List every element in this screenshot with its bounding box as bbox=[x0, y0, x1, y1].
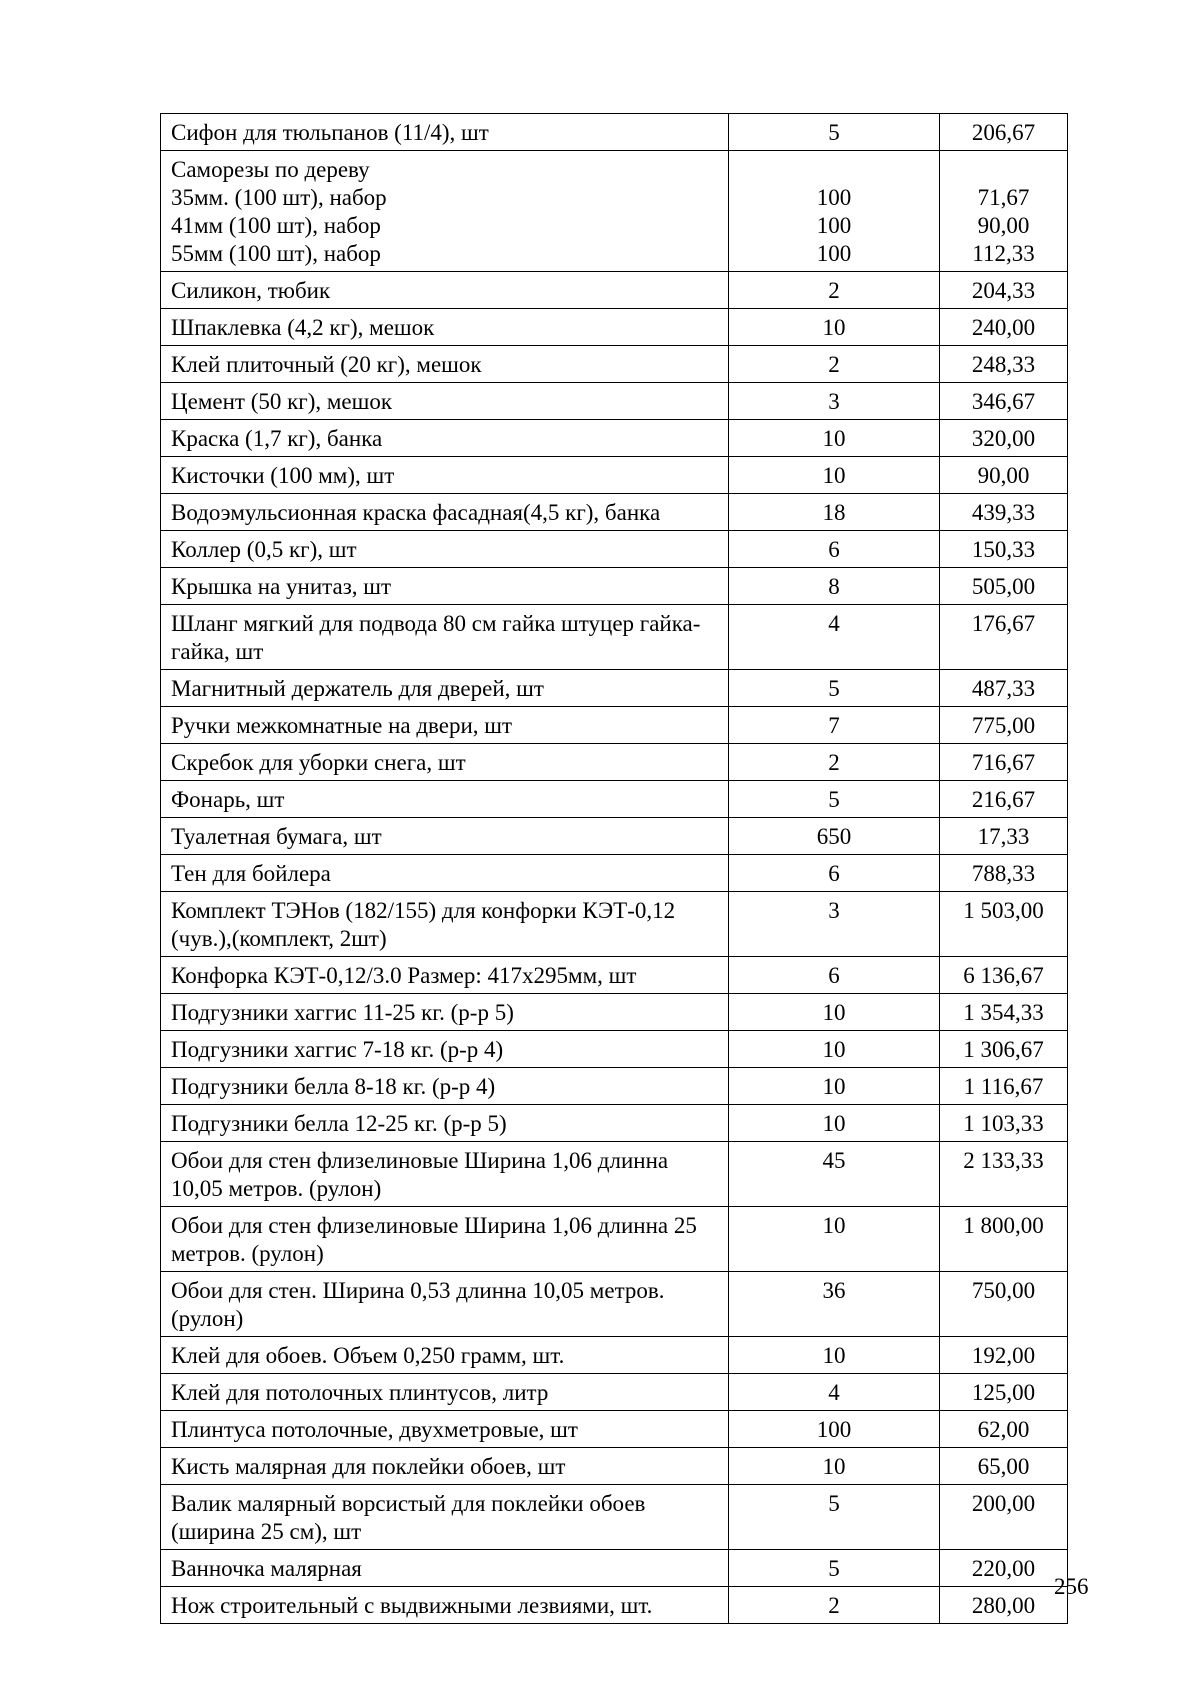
page-number: 256 bbox=[1054, 1574, 1089, 1599]
price-cell: 220,00 bbox=[940, 1550, 1068, 1587]
table-row bbox=[161, 1031, 1068, 1068]
quantity-cell: 6 bbox=[729, 531, 940, 568]
quantity-cell: 10 bbox=[729, 420, 940, 457]
price-cell: 204,33 bbox=[940, 272, 1068, 309]
table-row bbox=[161, 383, 1068, 420]
quantity-cell: 4 bbox=[729, 1374, 940, 1411]
price-cell: 216,67 bbox=[940, 781, 1068, 818]
price-cell: 1 306,67 bbox=[940, 1031, 1068, 1068]
quantity-cell: 4 bbox=[729, 605, 940, 670]
price-cell: 2 133,33 bbox=[940, 1142, 1068, 1207]
price-cell: 176,67 bbox=[940, 605, 1068, 670]
table-row bbox=[161, 114, 1068, 151]
table-row bbox=[161, 1142, 1068, 1207]
price-cell: 788,33 bbox=[940, 855, 1068, 892]
table-row bbox=[161, 420, 1068, 457]
table-row bbox=[161, 855, 1068, 892]
table-row bbox=[161, 457, 1068, 494]
item-name-cell: Валик малярный ворсистый для поклейки обоев (ширина 25 см), шт bbox=[161, 1485, 729, 1550]
item-name-cell: Сифон для тюльпанов (11/4), шт bbox=[161, 114, 729, 151]
table-row bbox=[161, 1485, 1068, 1550]
quantity-cell: 100 100 100 bbox=[729, 151, 940, 272]
price-cell: 206,67 bbox=[940, 114, 1068, 151]
quantity-cell: 36 bbox=[729, 1272, 940, 1337]
item-name-cell: Туалетная бумага, шт bbox=[161, 818, 729, 855]
price-cell: 65,00 bbox=[940, 1448, 1068, 1485]
price-cell: 750,00 bbox=[940, 1272, 1068, 1337]
quantity-cell: 10 bbox=[729, 457, 940, 494]
quantity-cell: 45 bbox=[729, 1142, 940, 1207]
table-row bbox=[161, 670, 1068, 707]
table-row bbox=[161, 568, 1068, 605]
table-row bbox=[161, 272, 1068, 309]
item-name-cell: Клей для потолочных плинтусов, литр bbox=[161, 1374, 729, 1411]
table-row bbox=[161, 151, 1068, 272]
quantity-cell: 10 bbox=[729, 1068, 940, 1105]
item-name-cell: Обои для стен флизелиновые Ширина 1,06 длинна 25 метров. (рулон) bbox=[161, 1207, 729, 1272]
table-row bbox=[161, 892, 1068, 957]
quantity-cell: 18 bbox=[729, 494, 940, 531]
price-cell: 240,00 bbox=[940, 309, 1068, 346]
table-row bbox=[161, 744, 1068, 781]
quantity-cell: 2 bbox=[729, 744, 940, 781]
quantity-cell: 10 bbox=[729, 1207, 940, 1272]
item-name-cell: Цемент (50 кг), мешок bbox=[161, 383, 729, 420]
quantity-cell: 6 bbox=[729, 855, 940, 892]
quantity-cell: 650 bbox=[729, 818, 940, 855]
item-name-cell: Подгузники белла 12-25 кг. (р-р 5) bbox=[161, 1105, 729, 1142]
item-name-cell: Подгузники хаггис 7-18 кг. (р-р 4) bbox=[161, 1031, 729, 1068]
price-cell: 1 354,33 bbox=[940, 994, 1068, 1031]
item-name-cell: Саморезы по дереву 35мм. (100 шт), набор 41мм (100 шт), набор 55мм (100 шт), набор bbox=[161, 151, 729, 272]
table-row bbox=[161, 1068, 1068, 1105]
table-row bbox=[161, 1411, 1068, 1448]
item-name-cell: Обои для стен. Ширина 0,53 длинна 10,05 метров. (рулон) bbox=[161, 1272, 729, 1337]
item-name-cell: Конфорка КЭТ-0,12/3.0 Размер: 417х295мм, шт bbox=[161, 957, 729, 994]
quantity-cell: 6 bbox=[729, 957, 940, 994]
table-row bbox=[161, 994, 1068, 1031]
price-cell: 192,00 bbox=[940, 1337, 1068, 1374]
quantity-cell: 10 bbox=[729, 1105, 940, 1142]
item-name-cell: Краска (1,7 кг), банка bbox=[161, 420, 729, 457]
quantity-cell: 2 bbox=[729, 1587, 940, 1624]
quantity-cell: 5 bbox=[729, 1550, 940, 1587]
table-row bbox=[161, 531, 1068, 568]
quantity-cell: 8 bbox=[729, 568, 940, 605]
quantity-cell: 10 bbox=[729, 1337, 940, 1374]
price-cell: 150,33 bbox=[940, 531, 1068, 568]
item-name-cell: Обои для стен флизелиновые Ширина 1,06 длинна 10,05 метров. (рулон) bbox=[161, 1142, 729, 1207]
table-row bbox=[161, 1550, 1068, 1587]
item-name-cell: Плинтуса потолочные, двухметровые, шт bbox=[161, 1411, 729, 1448]
quantity-cell: 2 bbox=[729, 346, 940, 383]
price-cell: 439,33 bbox=[940, 494, 1068, 531]
quantity-cell: 2 bbox=[729, 272, 940, 309]
item-name-cell: Тен для бойлера bbox=[161, 855, 729, 892]
price-cell: 1 116,67 bbox=[940, 1068, 1068, 1105]
table-row bbox=[161, 309, 1068, 346]
table-row bbox=[161, 1272, 1068, 1337]
price-cell: 487,33 bbox=[940, 670, 1068, 707]
items-table bbox=[160, 113, 1068, 1624]
item-name-cell: Ручки межкомнатные на двери, шт bbox=[161, 707, 729, 744]
price-cell: 6 136,67 bbox=[940, 957, 1068, 994]
price-cell: 1 503,00 bbox=[940, 892, 1068, 957]
item-name-cell: Шланг мягкий для подвода 80 см гайка штуцер гайка-гайка, шт bbox=[161, 605, 729, 670]
quantity-cell: 100 bbox=[729, 1411, 940, 1448]
table-row bbox=[161, 707, 1068, 744]
price-cell: 248,33 bbox=[940, 346, 1068, 383]
item-name-cell: Клей плиточный (20 кг), мешок bbox=[161, 346, 729, 383]
table-row bbox=[161, 781, 1068, 818]
price-cell: 62,00 bbox=[940, 1411, 1068, 1448]
price-cell: 125,00 bbox=[940, 1374, 1068, 1411]
item-name-cell: Магнитный держатель для дверей, шт bbox=[161, 670, 729, 707]
item-name-cell: Кисточки (100 мм), шт bbox=[161, 457, 729, 494]
item-name-cell: Коллер (0,5 кг), шт bbox=[161, 531, 729, 568]
item-name-cell: Кисть малярная для поклейки обоев, шт bbox=[161, 1448, 729, 1485]
item-name-cell: Комплект ТЭНов (182/155) для конфорки КЭТ-0,12 (чув.),(комплект, 2шт) bbox=[161, 892, 729, 957]
table-row bbox=[161, 605, 1068, 670]
table-row bbox=[161, 494, 1068, 531]
table-row bbox=[161, 1337, 1068, 1374]
quantity-cell: 5 bbox=[729, 781, 940, 818]
quantity-cell: 10 bbox=[729, 1031, 940, 1068]
table-row bbox=[161, 957, 1068, 994]
item-name-cell: Силикон, тюбик bbox=[161, 272, 729, 309]
item-name-cell: Фонарь, шт bbox=[161, 781, 729, 818]
item-name-cell: Ванночка малярная bbox=[161, 1550, 729, 1587]
item-name-cell: Скребок для уборки снега, шт bbox=[161, 744, 729, 781]
price-cell: 1 103,33 bbox=[940, 1105, 1068, 1142]
table-row bbox=[161, 1105, 1068, 1142]
item-name-cell: Крышка на унитаз, шт bbox=[161, 568, 729, 605]
item-name-cell: Шпаклевка (4,2 кг), мешок bbox=[161, 309, 729, 346]
item-name-cell: Нож строительный с выдвижными лезвиями, шт. bbox=[161, 1587, 729, 1624]
item-name-cell: Подгузники хаггис 11-25 кг. (р-р 5) bbox=[161, 994, 729, 1031]
quantity-cell: 7 bbox=[729, 707, 940, 744]
price-cell: 775,00 bbox=[940, 707, 1068, 744]
quantity-cell: 5 bbox=[729, 114, 940, 151]
quantity-cell: 10 bbox=[729, 1448, 940, 1485]
quantity-cell: 3 bbox=[729, 383, 940, 420]
table-row bbox=[161, 346, 1068, 383]
quantity-cell: 5 bbox=[729, 1485, 940, 1550]
quantity-cell: 3 bbox=[729, 892, 940, 957]
table-row bbox=[161, 1374, 1068, 1411]
price-cell: 320,00 bbox=[940, 420, 1068, 457]
table-row bbox=[161, 1207, 1068, 1272]
price-cell: 90,00 bbox=[940, 457, 1068, 494]
quantity-cell: 10 bbox=[729, 309, 940, 346]
item-name-cell: Клей для обоев. Объем 0,250 грамм, шт. bbox=[161, 1337, 729, 1374]
price-cell: 346,67 bbox=[940, 383, 1068, 420]
price-cell: 280,00 bbox=[940, 1587, 1068, 1624]
item-name-cell: Подгузники белла 8-18 кг. (р-р 4) bbox=[161, 1068, 729, 1105]
price-cell: 716,67 bbox=[940, 744, 1068, 781]
table-row bbox=[161, 818, 1068, 855]
quantity-cell: 10 bbox=[729, 994, 940, 1031]
table-row bbox=[161, 1448, 1068, 1485]
items-table-body bbox=[161, 114, 1068, 1624]
table-row bbox=[161, 1587, 1068, 1624]
item-name-cell: Водоэмульсионная краска фасадная(4,5 кг), банка bbox=[161, 494, 729, 531]
quantity-cell: 5 bbox=[729, 670, 940, 707]
price-cell: 1 800,00 bbox=[940, 1207, 1068, 1272]
price-cell: 505,00 bbox=[940, 568, 1068, 605]
price-cell: 200,00 bbox=[940, 1485, 1068, 1550]
price-cell: 71,67 90,00 112,33 bbox=[940, 151, 1068, 272]
price-cell: 17,33 bbox=[940, 818, 1068, 855]
